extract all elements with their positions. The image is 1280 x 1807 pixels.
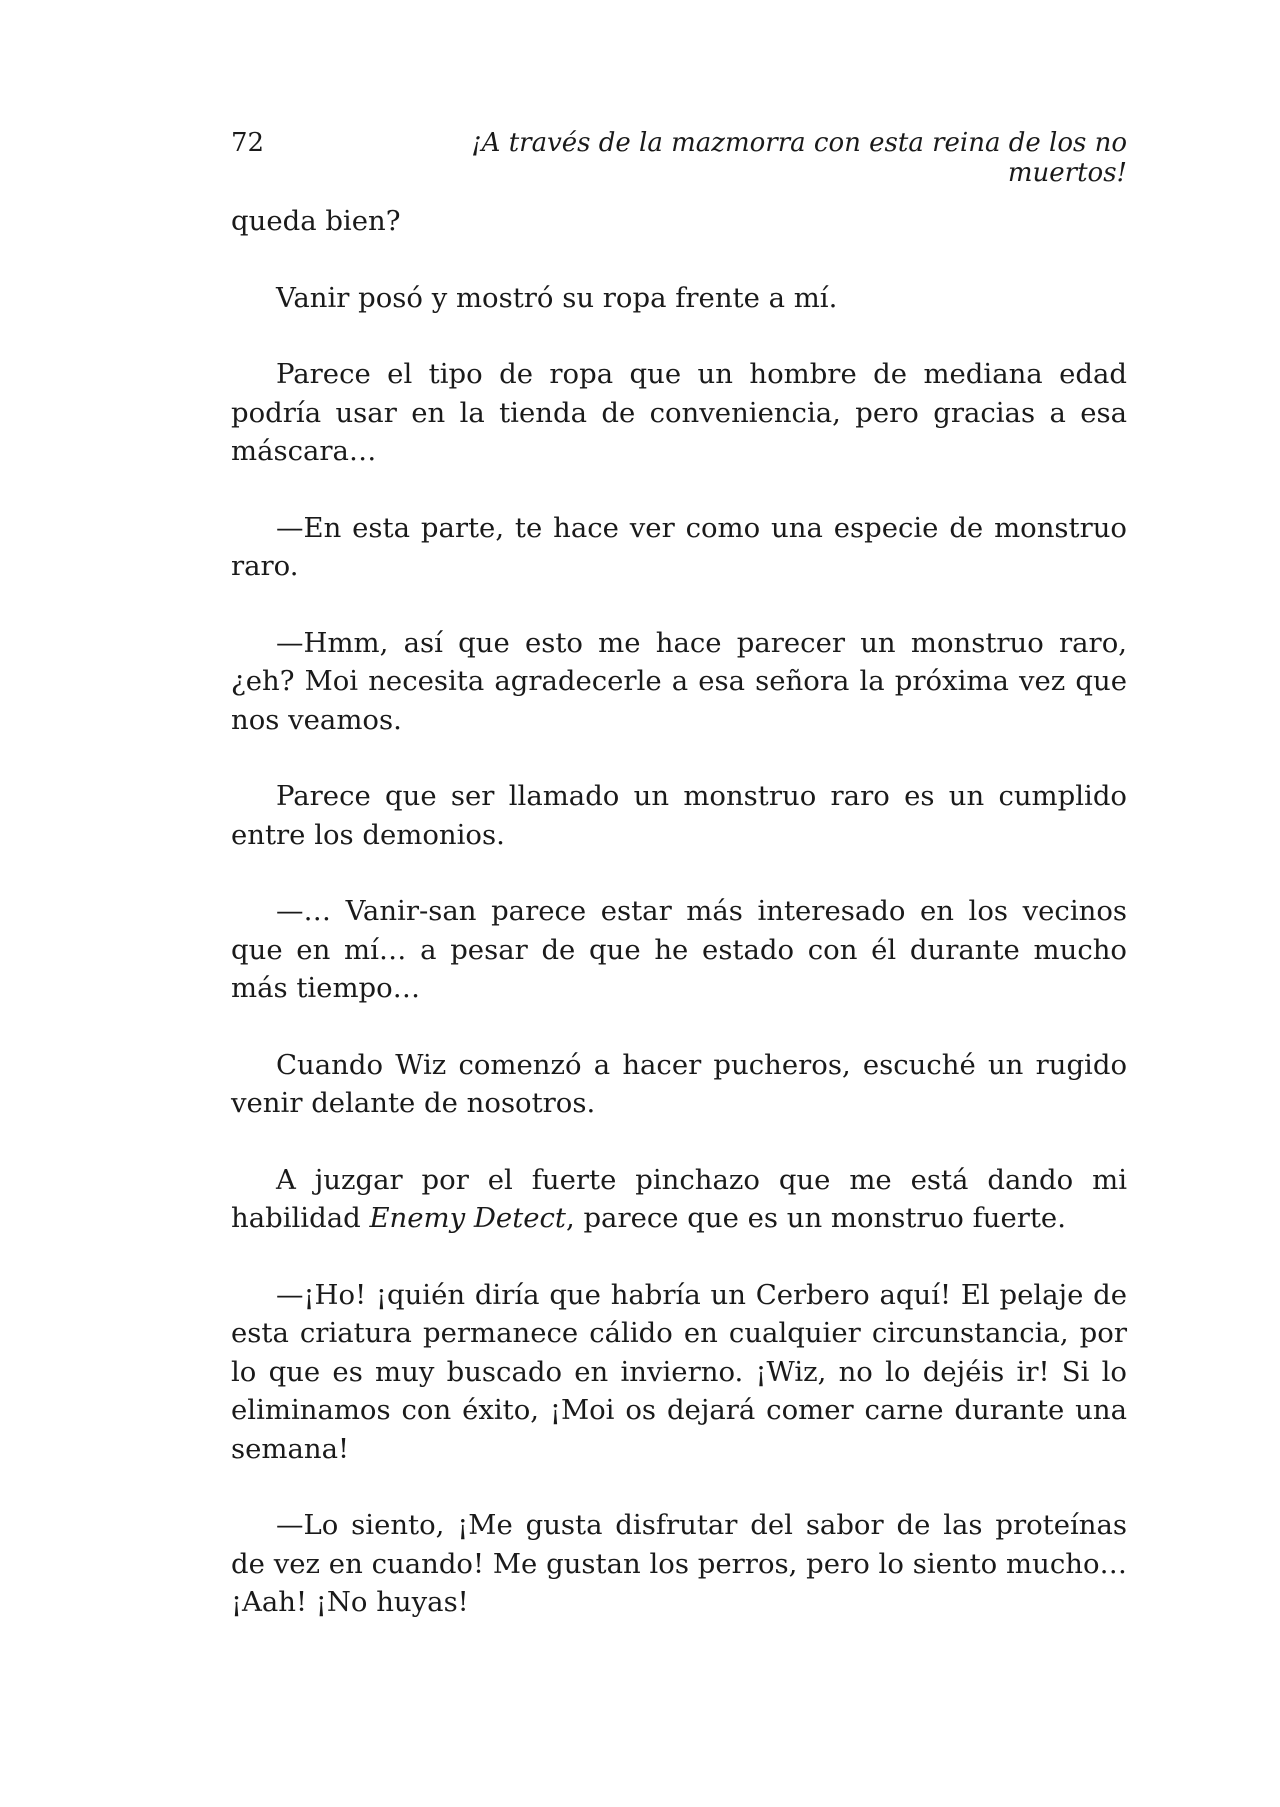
- skill-name-emphasis: Enemy Detect: [369, 1202, 566, 1234]
- paragraph: Cuando Wiz comenzó a hacer pucheros, escuché un rugido venir delante de nosotros.: [231, 1048, 1127, 1119]
- body-text: [231, 202, 1127, 1622]
- paragraph-continued: queda bien?: [231, 205, 401, 237]
- dialogue-paragraph: —Lo siento, ¡Me gusta disfrutar del sabor de las proteínas de vez en cuando! Me gustan los perros, pero lo siento mucho… ¡Aah! ¡No huyas!: [231, 1509, 1127, 1618]
- dialogue-paragraph: —En esta parte, te hace ver como una especie de monstruo raro.: [231, 511, 1127, 582]
- dialogue-paragraph: —… Vanir-san parece estar más interesado en los vecinos que en mí… a pesar de que he estado con él durante mucho más tiempo…: [231, 895, 1127, 1004]
- dialogue-paragraph: —¡Ho! ¡quién diría que habría un Cerbero aquí! El pelaje de esta criatura permanece cálido en cualquier circunstancia, por lo que es muy buscado en invierno. ¡Wiz, no lo dejéis ir! Si lo eliminamos con éxito, ¡Moi os dejará comer carne durante una semana!: [231, 1278, 1127, 1465]
- dialogue-paragraph: —Hmm, así que esto me hace parecer un monstruo raro, ¿eh? Moi necesita agradecerle a esa señora la próxima vez que nos veamos.: [231, 626, 1127, 736]
- paragraph: Parece el tipo de ropa que un hombre de mediana edad podría usar en la tienda de conveniencia, pero gracias a esa máscara…: [231, 358, 1127, 467]
- book-title: ¡A través de la mazmorra con esta reina de los no muertos!: [471, 128, 1127, 188]
- paragraph-with-emphasis: [231, 1161, 1127, 1238]
- paragraph: Parece que ser llamado un monstruo raro es un cumplido entre los demonios.: [231, 780, 1127, 851]
- running-header: [231, 128, 1127, 188]
- paragraph: Vanir posó y mostró su ropa frente a mí.: [276, 281, 838, 314]
- page-number: 72: [231, 128, 265, 158]
- paragraph-text-after: , parece que es un monstruo fuerte.: [565, 1202, 1066, 1234]
- book-page: [231, 128, 1127, 1660]
- paragraph-text-before: A juzgar por el fuerte pinchazo que me está dando mi habilidad: [231, 1163, 1127, 1234]
